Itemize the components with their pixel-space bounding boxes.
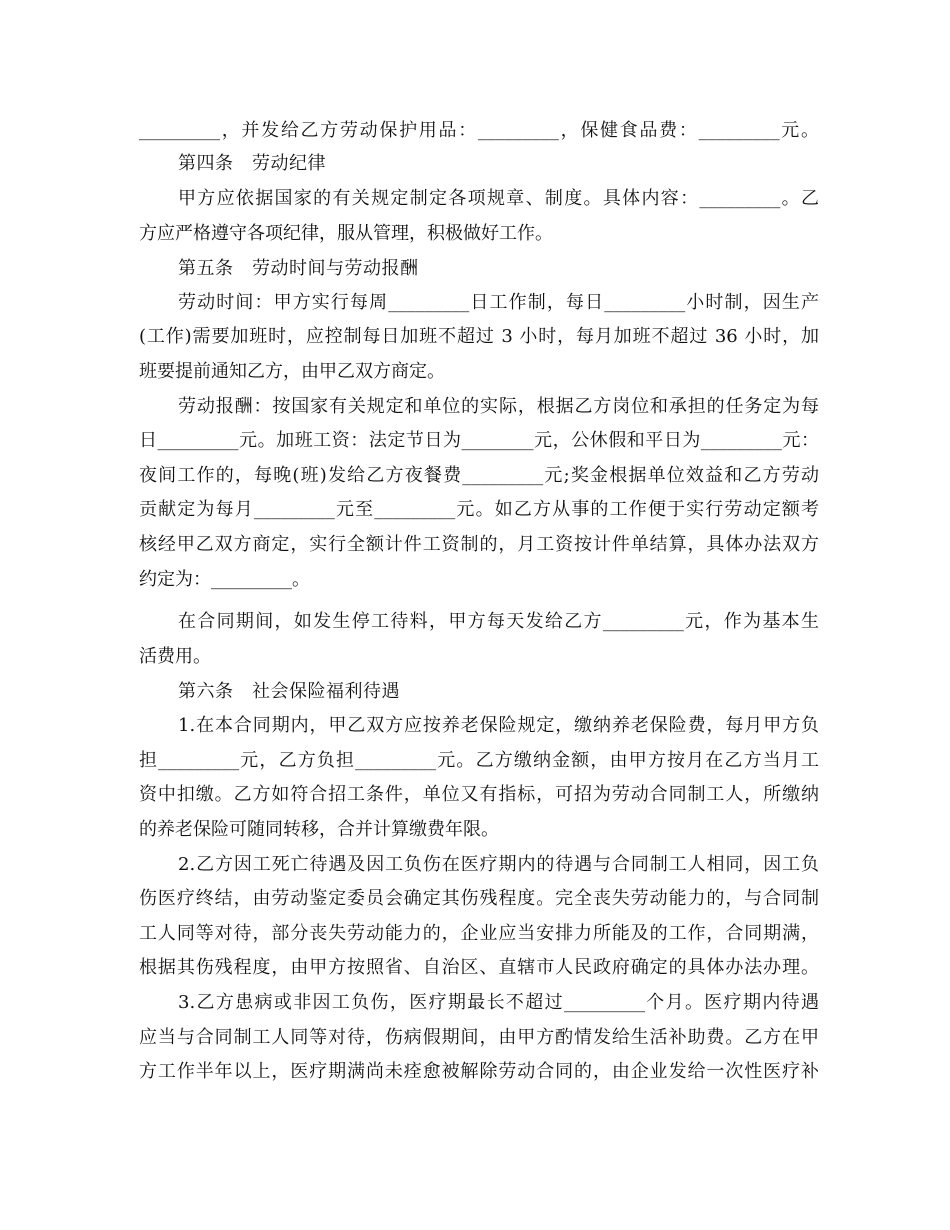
- body-line: 约定为：_________。: [139, 569, 310, 590]
- body-line: 1.在本合同期内，甲乙双方应按养老保险规定，缴纳养老保险费，每月甲方负: [178, 715, 819, 736]
- body-line: 2.乙方因工死亡待遇及因工负伤在医疗期内的待遇与合同制工人相同，因工负: [178, 854, 819, 875]
- body-line: 甲方应依据国家的有关规定制定各项规章、制度。具体内容：_________。乙: [178, 188, 819, 209]
- body-line: 贡献定为每月_________元至_________元。如乙方从事的工作便于实行劳动定额考: [139, 499, 819, 520]
- body-line: 3.乙方患病或非因工负伤，医疗期最长不超过_________个月。医疗期内待遇: [178, 992, 819, 1013]
- body-line: 方工作半年以上，医疗期满尚未痊愈被解除劳动合同的，由企业发给一次性医疗补: [139, 1061, 819, 1082]
- body-line: 班要提前通知乙方，由甲乙双方商定。: [139, 361, 445, 382]
- body-line: 工人同等对待，部分丧失劳动能力的，企业应当安排力所能及的工作，合同期满，: [139, 923, 819, 944]
- body-line: 担_________元，乙方负担_________元。乙方缴纳金额，由甲方按月在乙方当月工: [139, 750, 819, 771]
- body-line: (工作)需要加班时，应控制每日加班不超过 3 小时，每月加班不超过 36 小时，加: [139, 326, 819, 347]
- body-line: 方应严格遵守各项纪律，服从管理，积极做好工作。: [139, 223, 553, 244]
- body-line: 资中扣缴。乙方如符合招工条件，单位又有指标，可招为劳动合同制工人，所缴纳: [139, 784, 819, 805]
- body-line: 的养老保险可随同转移，合并计算缴费年限。: [139, 819, 499, 840]
- body-line: 应当与合同制工人同等对待，伤病假期间，由甲方酌情发给生活补助费。乙方在甲: [139, 1027, 819, 1048]
- body-line: 伤医疗终结，由劳动鉴定委员会确定其伤残程度。完全丧失劳动能力的，与合同制: [139, 888, 819, 909]
- article-heading: 第六条 社会保险福利待遇: [178, 681, 400, 702]
- body-line: 活费用。: [139, 646, 211, 667]
- body-line: 劳动报酬：按国家有关规定和单位的实际，根据乙方岗位和承担的任务定为每: [178, 396, 819, 417]
- body-line: 核经甲乙双方商定，实行全额计件工资制的，月工资按计件单结算，具体办法双方: [139, 534, 819, 555]
- body-line: 日_________元。加班工资：法定节日为________元，公休假和平日为_________元：: [139, 430, 819, 451]
- article-heading: 第五条 劳动时间与劳动报酬: [178, 258, 419, 279]
- body-line: 夜间工作的，每晚(班)发给乙方夜餐费_________元;奖金根据单位效益和乙方劳动: [139, 465, 819, 486]
- body-line: _________，并发给乙方劳动保护用品：_________，保健食品费：_________元。: [139, 120, 819, 141]
- body-line: 根据其伤残程度，由甲方按照省、自治区、直辖市人民政府确定的具体办法办理。: [139, 957, 819, 978]
- body-line: 劳动时间：甲方实行每周_________日工作制，每日_________小时制，因生产: [178, 292, 819, 313]
- body-line: 在合同期间，如发生停工待料，甲方每天发给乙方_________元，作为基本生: [178, 611, 819, 632]
- article-heading: 第四条 劳动纪律: [178, 153, 326, 174]
